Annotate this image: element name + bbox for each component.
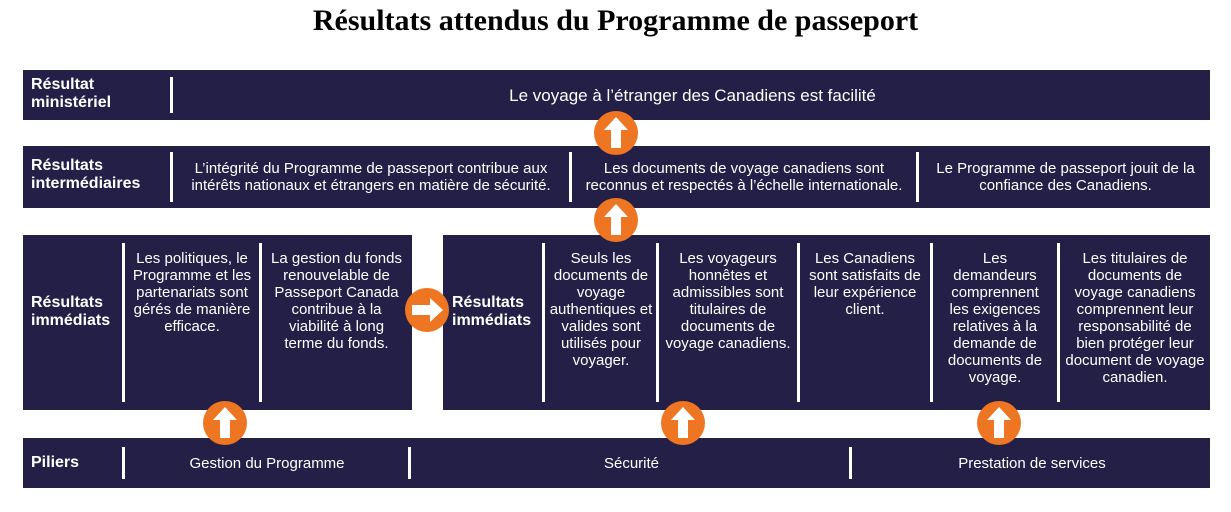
divider: [408, 447, 411, 479]
divider: [259, 243, 262, 402]
divider: [122, 243, 125, 402]
divider: [542, 243, 545, 402]
divider: [170, 77, 173, 113]
immediate-outcome-applicants-understand: Les demandeurs comprennent les exigences relatives à la demande de documents de voyage.: [947, 250, 1043, 386]
arrow-up-icon: [661, 401, 705, 445]
immediate-outcome-client-satisfaction: Les Canadiens sont satisfaits de leur expérience client.: [809, 250, 921, 318]
immediate-outcomes-left-band: [23, 235, 412, 410]
divider: [1057, 243, 1060, 402]
immediate-outcomes-right-band: [443, 235, 1210, 410]
pillars-band: [23, 438, 1210, 488]
divider: [849, 447, 852, 479]
arrow-up-icon: [203, 401, 247, 445]
pillar-security: Sécurité: [603, 454, 660, 472]
intermediate-outcome-integrity: L’intégrité du Programme de passeport contribue aux intérêts nationaux et étrangers en matière de sécurité.: [191, 160, 551, 194]
pillar-program-management: Gestion du Programme: [189, 454, 345, 472]
arrow-right-icon: [405, 288, 449, 332]
divider: [170, 152, 173, 202]
divider: [656, 243, 659, 402]
immediate-right-label: Résultats immédiats: [452, 294, 532, 329]
pillar-service-delivery: Prestation de services: [958, 454, 1106, 472]
pillars-label: Piliers: [31, 454, 80, 471]
arrow-up-icon: [977, 401, 1021, 445]
ministerial-outcome-text: Le voyage à l’étranger des Canadiens est facilité: [509, 85, 876, 105]
immediate-outcome-revolving-fund: La gestion du fonds renouvelable de Passeport Canada contribue à la viabilité à long terme du fonds.: [271, 250, 402, 352]
immediate-outcome-authentic-documents: Seuls les documents de voyage authentiques et valides sont utilisés pour voyager.: [549, 250, 653, 369]
arrow-up-icon: [594, 198, 638, 242]
divider: [122, 447, 125, 479]
divider: [797, 243, 800, 402]
divider: [569, 152, 572, 202]
arrow-up-icon: [594, 111, 638, 155]
diagram-title: Résultats attendus du Programme de passeport: [312, 4, 919, 37]
intermediate-label: Résultats intermédiaires: [31, 157, 141, 192]
ministerial-label: Résultat ministériel: [31, 76, 112, 111]
immediate-outcome-honest-travellers: Les voyageurs honnêtes et admissibles sont titulaires de documents de voyage canadiens.: [665, 250, 791, 352]
immediate-left-label: Résultats immédiats: [31, 294, 111, 329]
intermediate-outcome-confidence: Le Programme de passeport jouit de la confiance des Canadiens.: [936, 160, 1195, 194]
divider: [916, 152, 919, 202]
immediate-outcome-holders-responsibility: Les titulaires de documents de voyage canadiens comprennent leur responsabilité de bien protéger leur document de voyage canadien.: [1065, 250, 1205, 386]
immediate-outcome-policies: Les politiques, le Programme et les partenariats sont gérés de manière efficace.: [132, 250, 252, 335]
divider: [930, 243, 933, 402]
intermediate-outcome-recognition: Les documents de voyage canadiens sont reconnus et respectés à l’échelle internationale.: [585, 160, 903, 194]
